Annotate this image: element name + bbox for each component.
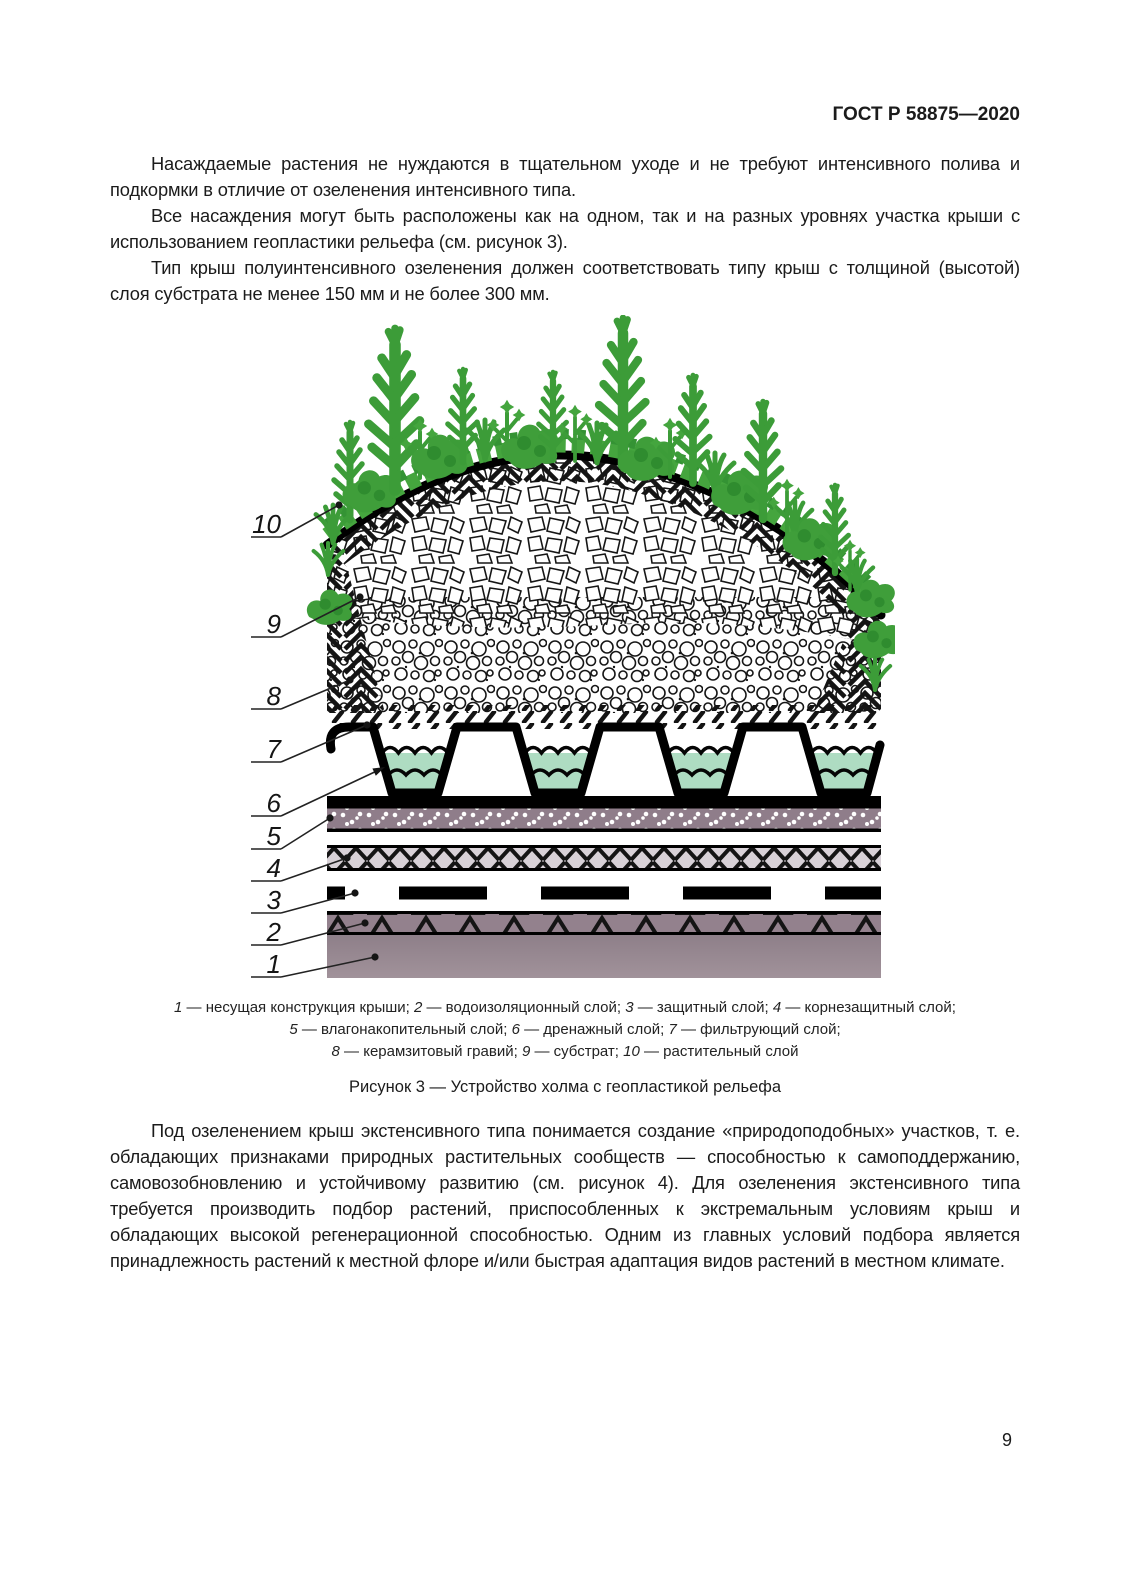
caption-num: 7 xyxy=(668,1021,677,1038)
caption-num: 1 xyxy=(174,999,183,1016)
figure-title: Рисунок 3 — Устройство холма с геопластикой рельефа xyxy=(348,1078,782,1096)
root-barrier-layer xyxy=(327,845,881,871)
caption-num: 2 xyxy=(413,999,423,1016)
caption-text: — несущая конструкция крыши; xyxy=(182,999,414,1016)
caption-text: — фильтрующий слой; xyxy=(676,1021,841,1038)
body-text-bottom xyxy=(110,1118,1020,1274)
caption-num: 8 xyxy=(331,1043,340,1060)
caption-num: 5 xyxy=(289,1021,298,1038)
caption-line-3 xyxy=(110,1041,1020,1063)
caption-num: 6 xyxy=(511,1021,520,1038)
caption-num: 4 xyxy=(772,999,782,1016)
caption-text: — водоизоляционный слой; xyxy=(422,999,626,1016)
body-text-top xyxy=(110,151,1020,307)
callout-label: 10 xyxy=(252,509,281,539)
caption-text: — корнезащитный слой; xyxy=(781,999,956,1016)
callout-label: 6 xyxy=(266,788,281,818)
callout-5 xyxy=(251,814,334,851)
doc-number: ГОСТ Р 58875—2020 xyxy=(832,104,1020,125)
moisture-layer xyxy=(327,805,881,832)
roof-structure-layer xyxy=(327,935,881,978)
caption-num: 10 xyxy=(623,1043,640,1060)
callout-label: 5 xyxy=(266,821,281,851)
caption-text: — растительный слой xyxy=(639,1043,799,1060)
caption-line-2 xyxy=(110,1019,1020,1041)
figure-3-diagram xyxy=(235,315,895,987)
caption-text: — защитный слой; xyxy=(633,999,773,1016)
drainage-layer xyxy=(327,727,881,806)
caption-text: — керамзитовый гравий; xyxy=(339,1043,522,1060)
figure-caption xyxy=(110,997,1020,1063)
page-number: 9 xyxy=(1001,1430,1012,1450)
callout-label: 1 xyxy=(266,949,281,979)
callout-label: 4 xyxy=(266,853,281,883)
paragraph-4: Под озеленением крыш экстенсивного типа понимается создание «природоподобных» участков, т. е. обладающих признаками природных растительных сообществ — способностью к самоподдержанию, самовозобновлению и устойчивому развитию (см. рисунок 4). Для озеленения экстенсивного типа требуется производить подбор растений, приспособленных к экстремальным условиям крыш и обладающих высокой регенерационной способностью. Одним из главных условий подбора является принадлежность растений к местной флоре и/или быстрая адаптация видов растений в местном климате. xyxy=(110,1120,1020,1271)
callout-label: 9 xyxy=(266,609,281,639)
paragraph-1: Насаждаемые растения не нуждаются в тщательном уходе и не требуют интенсивного полива и подкормки в отличие от озеленения интенсивного типа. xyxy=(110,153,1020,200)
caption-line-1 xyxy=(110,997,1020,1019)
callout-label: 8 xyxy=(266,681,281,711)
callout-label: 3 xyxy=(266,885,281,915)
caption-text: — влагонакопительный слой; xyxy=(297,1021,512,1038)
callout-label: 2 xyxy=(266,917,281,947)
waterproofing-layer xyxy=(327,911,881,935)
callout-label: 7 xyxy=(266,734,281,764)
caption-num: 9 xyxy=(521,1043,531,1060)
caption-num: 3 xyxy=(625,999,634,1016)
caption-text: — субстрат; xyxy=(530,1043,624,1060)
paragraph-2: Все насаждения могут быть расположены как на одном, так и на разных уровнях участка крыши с использованием геопластики рельефа (см. рисунок 3). xyxy=(110,205,1020,252)
caption-text: — дренажный слой; xyxy=(519,1021,669,1038)
figure-3 xyxy=(110,315,1020,1097)
paragraph-3: Тип крыш полуинтенсивного озеленения должен соответствовать типу крыш с толщиной (высотой) слоя субстрата не менее 150 мм и не более 300 мм. xyxy=(110,257,1020,304)
